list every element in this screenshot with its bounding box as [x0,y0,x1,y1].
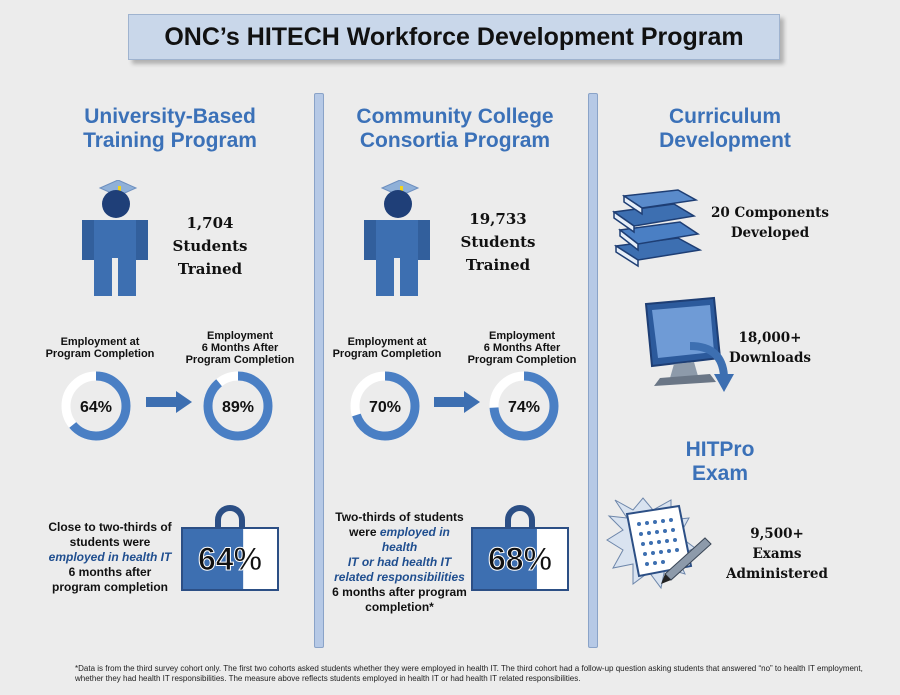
title-banner [128,14,780,60]
community-pct-6months: 74% [507,399,541,416]
community-students-trained: 19,733 Students Trained [460,210,536,274]
books-icon [608,188,708,268]
footnote: *Data is from the third survey cohort only. The first two cohorts asked students whether they were employed in health IT. The third cohort had a follow-up question asking students that answered “no” to health IT employment, whether they had health IT responsibilities. The measure above reflects students employed in health IT or had health IT related responsibilities. [75,664,863,683]
graduate-icon [78,180,150,298]
university-lock-pct: 64% [197,541,263,577]
hitpro-exam-title: HITPro Exam [685,438,755,485]
downloads-count: 18,000+ Downloads [728,330,812,366]
community-pct-completion: 70% [368,399,402,416]
community-label-completion: Employment at Program Completion [332,336,442,360]
university-label-6months: Employment 6 Months After Program Completion [185,330,295,366]
column-divider-left [314,93,324,648]
university-title: University-Based Training Program [83,105,257,152]
community-donut-completion [349,370,421,442]
community-donut-6months [488,370,560,442]
graduate-icon [360,180,432,298]
university-donut-completion [60,370,132,442]
university-note: Close to two-thirds of students were employed in health IT 6 months after program completion [48,520,172,594]
university-pct-6months: 89% [221,399,255,416]
curriculum-title: Curriculum Development [659,105,791,152]
exams-administered: 9,500+ Exams Administered [726,526,828,582]
community-title: Community College Consortia Program [356,105,554,152]
exam-sheet-icon [605,496,720,591]
community-lock-icon [470,500,570,592]
arrow-right-icon [146,391,192,413]
arrow-right-icon [434,391,480,413]
university-donut-6months [202,370,274,442]
university-students-trained: 1,704 Students Trained [172,214,248,278]
community-label-6months: Employment 6 Months After Program Completion [467,330,577,366]
community-lock-pct: 68% [487,541,553,577]
page-title: ONC’s HITECH Workforce Development Program [164,22,744,51]
community-note: Two-thirds of students were employed in health IT or had health IT related responsibilities 6 months after program completion* [332,510,467,614]
university-lock-icon [180,500,280,592]
university-label-completion: Employment at Program Completion [45,336,155,360]
university-pct-completion: 64% [79,399,113,416]
components-developed: 20 Components Developed [710,205,830,241]
column-divider-right [588,93,598,648]
